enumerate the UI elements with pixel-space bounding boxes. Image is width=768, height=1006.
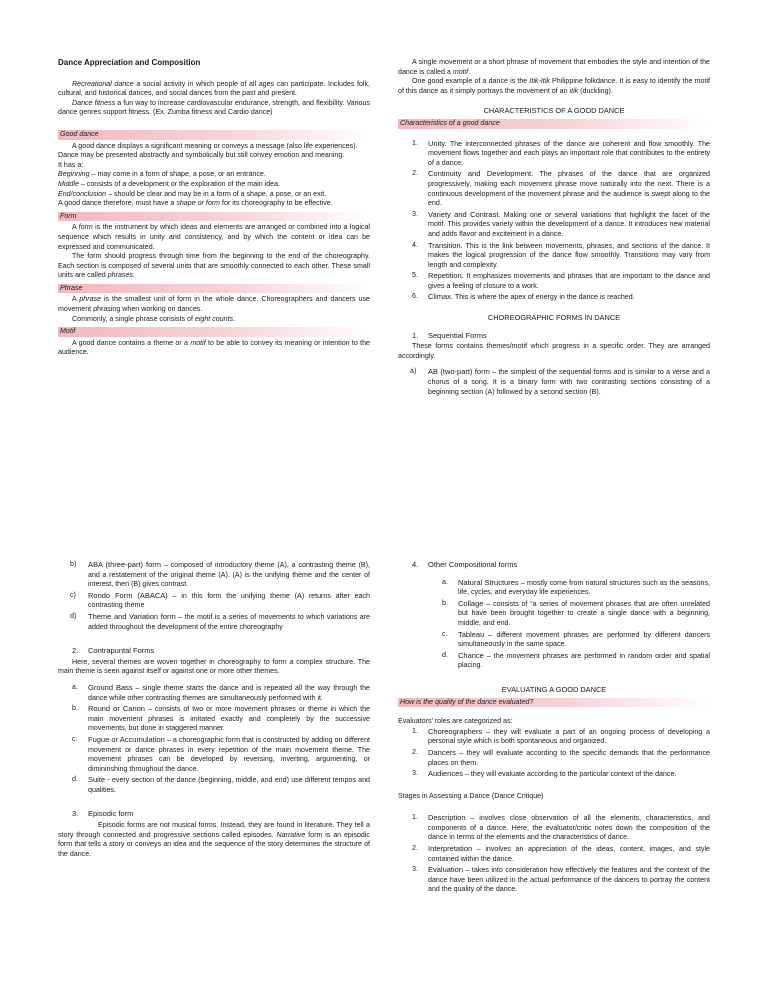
paragraph-beginning: Beginning – may come in a form of shape, a pose, or an entrance. — [58, 170, 266, 179]
heading-other-forms: 4. Other Compositional forms — [412, 560, 518, 569]
heading-sequential-forms: 1. Sequential Forms — [412, 330, 487, 340]
list-item: 1. Choreographers – they will evaluate a part of an ongoing process of developing a personal style which is both spontaneous and organized. — [412, 726, 710, 746]
paragraph-middle: Middle – consists of a development or the exploration of the main idea. — [58, 179, 281, 188]
list-item: 2. Continuity and Development. The phrases of the dance that are organized progressively, making each movement phrase move naturally into the next. There is a continuous development of the movement phrase and the audience is swept along to the end. — [412, 169, 710, 208]
column-bottom-right — [398, 560, 710, 896]
list-item: c) Rondo Form (ABACA) – in this form the unifying theme (A) returns after each contrasting theme — [70, 590, 371, 610]
section-title-evaluating: EVALUATING A GOOD DANCE — [501, 684, 607, 694]
section-title-characteristics: CHARACTERISTICS OF A GOOD DANCE — [483, 106, 625, 116]
list-item: 3. Variety and Contrast. Making one or several variations that highlight the facet of the motif. This provides variety within the development of a dance. It introduces new material and adds flavor and excitement in a dance. — [412, 209, 710, 238]
column-top-left — [58, 58, 370, 358]
list-item: c. Tableau – different movement phrases are performed by different dancers simultaneously in the same space. — [442, 629, 710, 649]
list-item: b. Collage – consists of “a series of movement phrases that are often unrelated but have been brought together to create a single dance with a beginning, middle, and end. — [442, 598, 710, 627]
paragraph: These forms contains themes/motif which progress in a specific order. They are arranged accordingly. — [398, 342, 710, 360]
paragraph-motif-definition: A single movement or a short phrase of movement that embodies the style and intention of the dance is called a motif. — [398, 58, 710, 76]
document-title: Dance Appreciation and Composition — [58, 58, 201, 67]
other-forms-list — [398, 578, 710, 671]
section-band-form: Form — [58, 212, 370, 222]
heading-contrapuntal-forms: 2. Contrapuntal Forms — [72, 646, 155, 656]
list-item: 3. Evaluation – takes into consideration how effectively the features and the context of the dance have been utilized in the actual performance of the dancers to portray the content and the quality of the dance. — [412, 865, 710, 894]
section-title-choreographic-forms: CHOREOGRAPHIC FORMS IN DANCE — [487, 313, 621, 323]
paragraph-recreational-dance: Recreational dance a social activity in which people of all ages can participate. Includes folk, cultural, and historical dances, and social dances from the past and present. — [58, 79, 371, 98]
list-item: a. Natural Structures – mostly come from natural structures such as the seasons, life, cycles, and everyday life experiences. — [442, 577, 710, 597]
list-item: a. Ground Bass – single theme starts the dance and is repeated all the way through the dance while other contrasting themes are simultaneously performed with it. — [72, 682, 370, 702]
list-item: c. Fugue or Accumulation – a choreographic form that is constructed by adding on different movement or dance phrases in every repetition of the main movement theme. The movement phrases can be developed by reversing, inverting, argumenting, or dimininshing throughout the dance. — [72, 734, 370, 773]
section-band-motif: Motif — [58, 327, 370, 337]
list-item-ab-form: a) AB (two-part) form – the simplest of the sequential forms and is similar to a verse and a chorus of a song. It is a binary form with two contrasting sections consisting of a beginning section (A) followed by a second section (B). — [410, 367, 710, 396]
list-item: 2. Dancers – they will evaluate according to the specific demands that the performance places on them. — [412, 747, 710, 767]
section-band-characteristics: Characteristics of a good dance — [398, 119, 710, 129]
paragraph-end: End/conclusion – should be clear and may be in a form of a shape, a pose, or an exit. — [58, 189, 327, 198]
paragraph: A good dance displays a significant meaning or conveys a message (also life experiences). — [72, 141, 358, 150]
roles-list — [398, 727, 710, 780]
sequential-forms-list — [58, 560, 370, 632]
list-item: 1. Unity. The interconnected phrases of the dance are coherent and flow smoothly. The movement flows together and each plays an important role that contributes to the entirety of a dance. — [412, 138, 710, 167]
column-bottom-left — [58, 560, 370, 859]
list-item: 4. Transition. This is the link between movements, phrases, and sections of the dance. It makes the logical progression of the dance flow smoothly. Transitions may vary from length and complexity. — [412, 240, 710, 269]
contrapuntal-forms-list — [58, 683, 370, 796]
list-item: 1. Description – involves close observation of all the elements, characteristics, and components of a dance. Here, the evaluator/critic notes down the composition of the dance in terms of the elements and the characteristics of dance. — [412, 813, 710, 842]
stages-list — [398, 813, 710, 895]
paragraph-stages-heading: Stages in Assessing a Dance (Dance Critique) — [398, 791, 544, 800]
paragraph-motif-example: One good example of a dance is the Itik-Itik Philippine folkdance. It is easy to identify the motif of this dance as it simply portrays the movement of an itik (duckling). — [398, 77, 710, 95]
list-item: 2. Interpretation – involves an appreciation of the ideas, content, images, and style contained within the dance. — [412, 844, 710, 863]
characteristics-list — [398, 139, 710, 304]
section-band-good-dance: Good dance — [58, 130, 370, 140]
paragraph: It has a: — [58, 160, 84, 169]
list-item: b) ABA (three-part) form – composed of introductory theme (A), a contrasting theme (B), and a restatement of the original theme (A). (A) is the unifying theme and the center of interest, then (B) gives contrast. — [70, 560, 370, 589]
list-item: d. Chance – the movement phrases are performed in random order and spatial placing. — [442, 650, 710, 670]
list-item: b. Round or Canon – consists of two or more movement phrases or theme in which the main movement phrases is imitated exactly and completely by the successive movements, but done in staggered manner. — [72, 704, 370, 733]
section-band-phrase: Phrase — [58, 284, 370, 294]
term: Recreational dance — [72, 79, 134, 88]
paragraph: Commonly, a single phrase consists of eight counts. — [72, 314, 236, 323]
list-item: 3. Audiences – they will evaluate according to the particular context of the dance. — [412, 769, 677, 779]
term: Dance fitness — [72, 98, 116, 107]
paragraph: Here, several themes are woven together in choreography to form a complex structure. The main theme is seen against itself or against one or more other themes. — [58, 657, 370, 676]
column-top-right — [398, 58, 710, 398]
paragraph: Dance may be presented abstractly and symbolically but still convey emotion and meaning. — [58, 151, 345, 160]
paragraph: The form should progress through time from the beginning to the end of the choreography. Each section is composed of several units that are smoothly connected to each other. These small units are called phrases. — [58, 252, 370, 280]
paragraph: A good dance contains a theme or a motif to be able to convey its meaning or intention to the audience. — [58, 338, 371, 357]
paragraph: Evaluators’ roles are categorized as: — [398, 717, 513, 726]
paragraph: Episodic forms are not musical forms. Instead, they are found in literature. They tell a story through connected and progressive sections called episodes. Narrative form is an episodic form that tells a story or conveys an idea and the sequence of the story determines the structure of the dance. — [58, 821, 370, 858]
list-item: d) Theme and Variation form – the motif is a series of movements to which variations are added throughout the development of the entire choreography — [70, 611, 370, 631]
section-band-evaluation: How is the quality of the dance evaluated? — [398, 698, 710, 708]
list-item: 5. Repetition. It emphasizes movements and phrases that are important to the dance and gives a feeling of closure to a work. — [412, 271, 710, 290]
list-item: d. Suite - every section of the dance (beginning, middle, and end) use different tempos and qualities. — [72, 775, 370, 794]
paragraph: A good dance therefore, must have a shape or form for its choreography to be effective. — [58, 199, 333, 208]
paragraph: A phrase is the smallest unit of form in the whole dance. Choreographers and dancers use movement phrasing when working on dances. — [58, 295, 371, 314]
list-item: 6. Climax. This is where the apex of energy in the dance is reached. — [412, 292, 635, 302]
paragraph: A form is the instrument by which ideas and elements are arranged or combined into a logical sequence which results in unity and consistency, and by which the content or idea can be expressed and communicated. — [58, 223, 371, 251]
paragraph-dance-fitness: Dance fitness a fun way to increase cardiovascular endurance, strength, and flexibility. Various dance genres support fitness. (Ex. Zumba fitness and Cardio dance) — [58, 98, 370, 117]
heading-episodic-form: 3. Episodic form — [72, 809, 134, 819]
